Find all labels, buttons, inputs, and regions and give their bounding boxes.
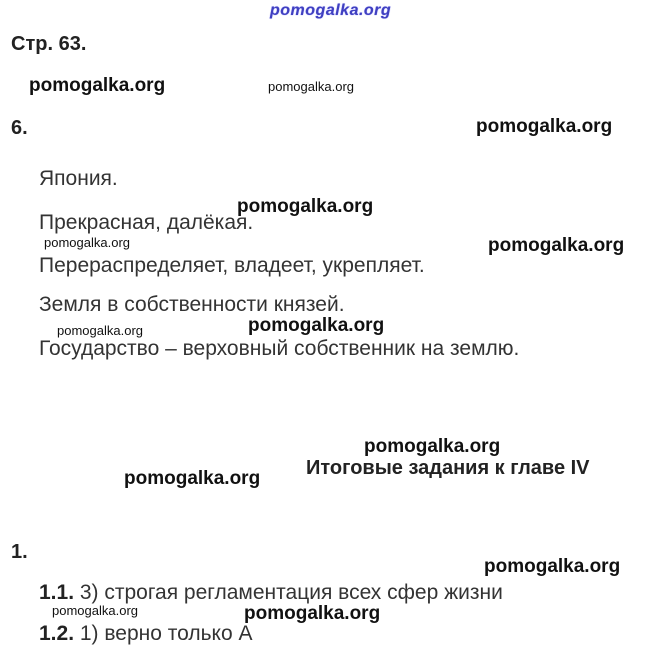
watermark: pomogalka.org xyxy=(44,235,130,250)
site-header-watermark: pomogalka.org xyxy=(270,2,392,19)
watermark: pomogalka.org xyxy=(248,315,385,336)
answer-item xyxy=(39,581,503,605)
answer-line: Земля в собственности князей. xyxy=(39,293,345,316)
watermark: pomogalka.org xyxy=(244,603,381,624)
watermark: pomogalka.org xyxy=(57,323,143,338)
watermark: pomogalka.org xyxy=(29,75,166,96)
answer-item-text: 1) верно только А xyxy=(74,622,253,645)
answer-item-number: 1.2. xyxy=(39,622,75,645)
watermark: pomogalka.org xyxy=(124,468,261,489)
task-number: 1. xyxy=(11,541,28,563)
answer-line: Прекрасная, далёкая. xyxy=(39,211,254,234)
answer-item-text: 3) строгая регламентация всех сфер жизни xyxy=(74,581,503,604)
page-number: Стр. 63. xyxy=(11,33,87,55)
answer-line: Государство – верховный собственник на землю. xyxy=(39,337,520,360)
answer-line: Япония. xyxy=(39,167,118,190)
section-title: Итоговые задания к главе IV xyxy=(306,457,590,479)
watermark: pomogalka.org xyxy=(364,436,501,457)
answer-item xyxy=(39,622,253,646)
watermark: pomogalka.org xyxy=(488,235,625,256)
watermark: pomogalka.org xyxy=(237,196,374,217)
watermark: pomogalka.org xyxy=(476,116,613,137)
answer-item-number: 1.1. xyxy=(39,581,75,604)
task-number: 6. xyxy=(11,117,28,139)
answer-line: Перераспределяет, владеет, укрепляет. xyxy=(39,254,425,277)
watermark: pomogalka.org xyxy=(52,603,138,618)
watermark: pomogalka.org xyxy=(268,79,354,94)
watermark: pomogalka.org xyxy=(484,556,621,577)
